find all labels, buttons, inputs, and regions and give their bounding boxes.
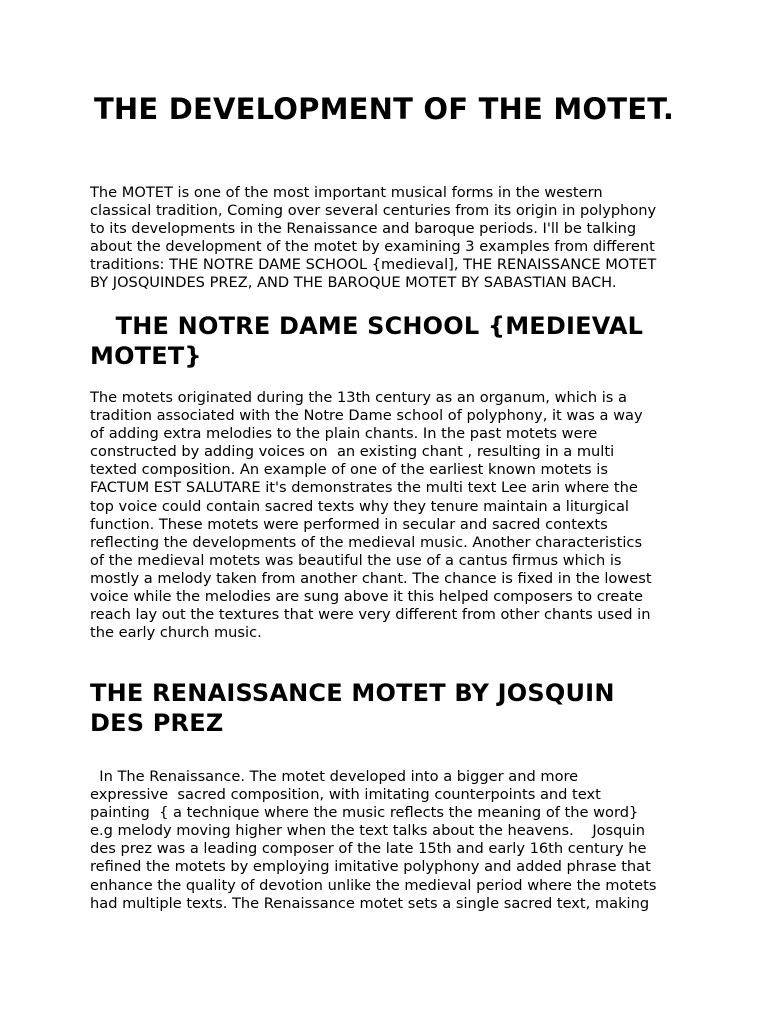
section-heading-notre-dame: THE NOTRE DAME SCHOOL {MEDIEVAL MOTET} <box>90 312 644 370</box>
document-title: THE DEVELOPMENT OF THE MOTET. <box>93 92 675 126</box>
section-heading-renaissance: THE RENAISSANCE MOTET BY JOSQUIN DES PREZ <box>90 679 615 737</box>
section-body-renaissance: In The Renaissance. The motet developed into a bigger and more expressive sacred composition, with imitating counterpoints and text painting { a technique where the music reflects the meaning of the word} e.g melody moving higher when the text talks about the heavens. Josquin des prez was a leading composer of the late 15th and early 16th century he refined the motets by employing imitative polyphony and added phrase that enhance the quality of devotion unlike the medieval period where the motets had multiple texts. The Renaissance motet sets a single sacred text, making <box>90 768 657 912</box>
section-body-notre-dame: The motets originated during the 13th century as an organum, which is a tradition associated with the Notre Dame school of polyphony, it was a way of adding extra melodies to the plain chants. In the past motets were constructed by adding voices on an existing chant , resulting in a multi texted composition. An example of one of the earliest known motets is FACTUM EST SALUTARE it's demonstrates the multi text Lee arin where the top voice could contain sacred texts why they tenure maintain a liturgical function. These motets were performed in secular and sacred contexts reflecting the developments of the medieval music. Another characteristics of the medieval motets was beautiful the use of a cantus firmus which is mostly a melody taken from another chant. The chance is fixed in the lowest voice while the melodies are sung above it this helped composers to create reach lay out the textures that were very different from other chants used in the early church music. <box>90 389 652 642</box>
intro-paragraph: The MOTET is one of the most important musical forms in the western classical tradition, Coming over several centuries from its origin in polyphony to its developments in the Renaissance and baroque periods. I'll be talking about the development of the motet by examining 3 examples from different traditions: THE NOTRE DAME SCHOOL {medieval], THE RENAISSANCE MOTET BY JOSQUINDES PREZ, AND THE BAROQUE MOTET BY SABASTIAN BACH. <box>90 184 657 292</box>
